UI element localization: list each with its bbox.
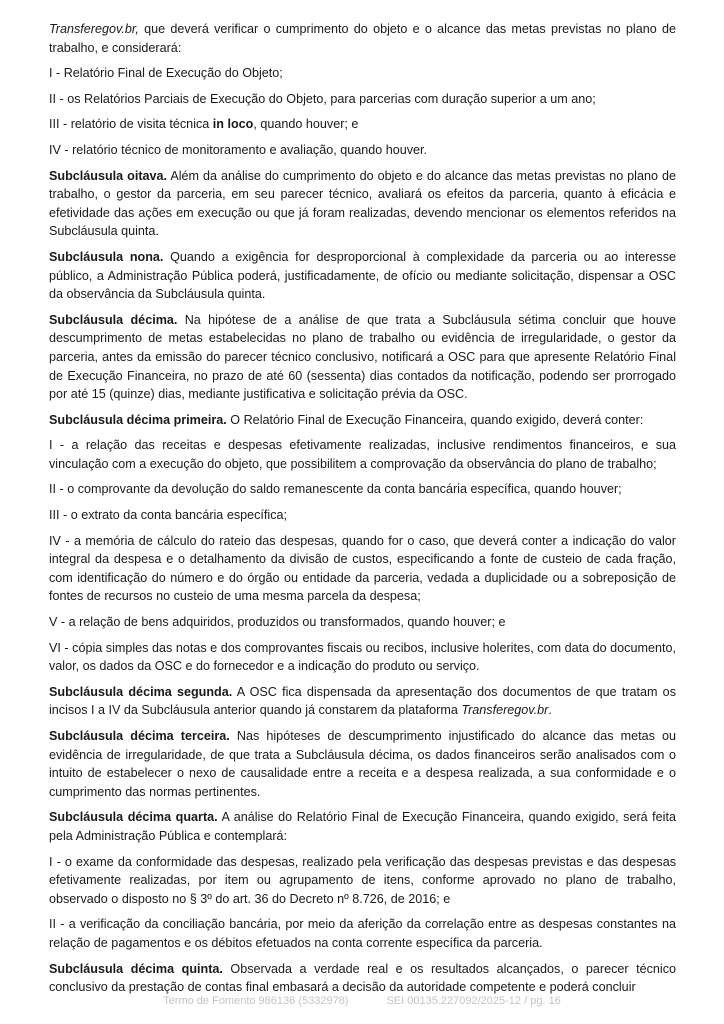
paragraph: II - a verificação da conciliação bancária, por meio da aferição da correlação entre as despesas constantes na relação de pagamentos e os débitos efetuados na conta corrente específica da parceria.: [49, 917, 676, 950]
page-footer: [0, 995, 724, 1007]
paragraph-text: Quando a exigência for desproporcional à complexidade da parceria ou ao interesse público, a Administração Pública poderá, justificadamente, de ofício ou mediante solicitação, dispensar a OSC da observância da Subcláusula quinta.: [49, 249, 677, 302]
paragraph: IV - relatório técnico de monitoramento e avaliação, quando houver.: [49, 142, 428, 157]
paragraph-text: A OSC fica dispensada da apresentação dos documentos de que tratam os incisos I a IV da Subcláusula anterior quando já constarem da plataforma: [49, 684, 676, 718]
subclause-title: Subcláusula décima quinta.: [49, 961, 223, 976]
platform-name: Transferegov.br: [461, 703, 549, 718]
subclause-title: Subcláusula décima primeira.: [49, 412, 227, 427]
paragraph-text: , quando houver; e: [253, 117, 359, 132]
subclause-paragraph: [49, 960, 676, 997]
subclause-paragraph: [49, 311, 676, 404]
paragraph-text: O Relatório Final de Execução Financeira, quando exigido, deverá conter:: [226, 412, 644, 427]
subclause-title: Subcláusula oitava.: [49, 168, 168, 183]
paragraph-text: Na hipótese de a análise de que trata a Subcláusula sétima concluir que houve descumprimento de metas estabelecidas no plano de trabalho ou evidência de irregularidade, o gestor da parceria, antes da emissão do parecer técnico conclusivo, notificará a OSC para que apresente Relatório Final de Execução Financeira, no prazo de até 60 (sessenta) dias contados da notificação, podendo ser prorrogado por até 15 (quinze) dias, mediante justificativa e solicitação prévia da OSC.: [49, 312, 676, 402]
subclause-paragraph: [49, 411, 676, 430]
paragraph: VI - cópia simples das notas e dos comprovantes fiscais ou recibos, inclusive holerites, com data do documento, valor, os dados da OSC e do fornecedor e a indicação do produto ou serviço.: [49, 640, 676, 674]
footer-sei-reference: SEI 00135.227092/2025-12 / pg. 16: [386, 995, 561, 1007]
footer-document-reference: Termo de Fomento 986136 (5332978): [163, 995, 349, 1007]
subclause-paragraph: [49, 248, 676, 304]
paragraph: V - a relação de bens adquiridos, produzidos ou transformados, quando houver; e: [49, 615, 506, 630]
platform-name: Transferegov.br,: [49, 22, 139, 36]
paragraph-text: que deverá verificar o cumprimento do objeto e o alcance das metas previstas no plano de trabalho, e considerará:: [49, 22, 676, 55]
subclause-paragraph: [49, 808, 676, 845]
paragraph: II - os Relatórios Parciais de Execução do Objeto, para parcerias com duração superior a um ano;: [49, 91, 596, 106]
subclause-paragraph: [49, 683, 676, 720]
subclause-paragraph: [49, 167, 676, 241]
paragraph: I - o exame da conformidade das despesas, realizado pela verificação das despesas previstas e das despesas efetivamente realizadas, por item ou agrupamento de itens, conforme aprovado no plano de trabalho, observado o disposto no § 3º do art. 36 do Decreto nº 8.726, de 2016; e: [49, 854, 676, 906]
paragraph: IV - a memória de cálculo do rateio das despesas, quando for o caso, que deverá conter a indicação do valor integral da despesa e o detalhamento da divisão de custos, especificando a fonte de custeio de cada fração, com identificação do número e do órgão ou entidade da parceria, vedada a duplicidade ou a sobreposição de fontes de recursos no custeio de uma mesma parcela da despesa;: [49, 533, 676, 604]
paragraph: [49, 115, 676, 134]
paragraph-text: Nas hipóteses de descumprimento injustificado do alcance das metas ou evidência de irregularidade, de que trata a Subcláusula décima, os dados financeiros serão analisados com o intuito de estabelecer o nexo de causalidade entre a receita e a despesa realizada, a sua conformidade e o cumprimento das normas pertinentes.: [49, 729, 676, 799]
paragraph-text: A análise do Relatório Final de Execução Financeira, quando exigido, será feita pela Administração Pública e contemplará:: [49, 810, 676, 843]
paragraph-text: Observada a verdade real e os resultados alcançados, o parecer técnico conclusivo da prestação de contas final embasará a decisão da autoridade competente e poderá concluir: [49, 961, 676, 995]
subclause-title: Subcláusula décima.: [49, 312, 178, 327]
subclause-title: Subcláusula nona.: [49, 249, 164, 264]
paragraph: III - o extrato da conta bancária específica;: [49, 508, 288, 523]
paragraph-text: III - relatório de visita técnica: [49, 117, 213, 132]
paragraph: I - Relatório Final de Execução do Objeto;: [49, 66, 283, 81]
document-body: [49, 20, 676, 1004]
paragraph-text: .: [548, 703, 552, 718]
subclause-title: Subcláusula décima terceira.: [49, 729, 230, 743]
subclause-title: Subcláusula décima segunda.: [49, 684, 233, 699]
paragraph: I - a relação das receitas e despesas efetivamente realizadas, inclusive rendimentos financeiros, e sua vinculação com a execução do objeto, que possibilitem a comprovação da observância do plano de trabalho;: [49, 438, 676, 471]
paragraph: II - o comprovante da devolução do saldo remanescente da conta bancária específica, quando houver;: [49, 482, 622, 497]
emphasis-term: in loco: [212, 117, 254, 132]
paragraph-text: Além da análise do cumprimento do objeto e do alcance das metas previstas no plano de trabalho, o gestor da parceria, em seu parecer técnico, avaliará os efeitos da parceria, quanto à eficácia e efetividade das ações em execução ou que já foram realizadas, devendo mencionar os elementos referidos na Subcláusula quinta.: [49, 168, 676, 239]
subclause-title: Subcláusula décima quarta.: [49, 810, 218, 825]
subclause-paragraph: [49, 727, 676, 801]
paragraph: [49, 20, 676, 57]
